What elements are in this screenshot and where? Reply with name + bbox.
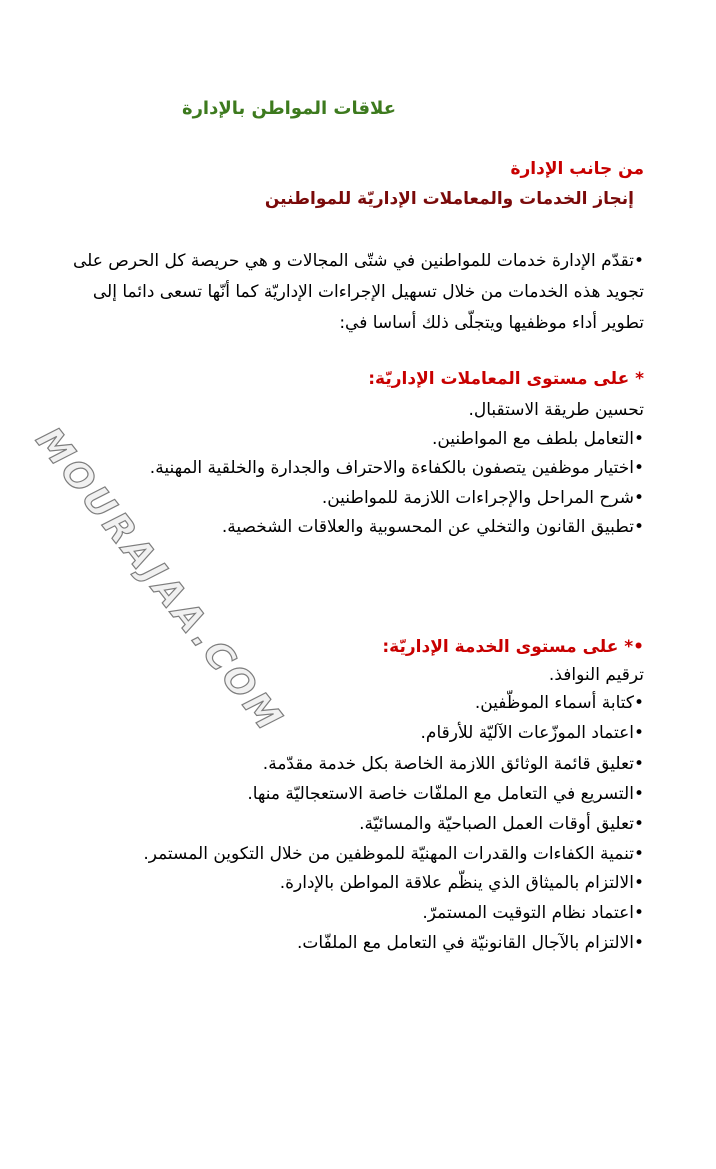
section1-heading: * على مستوى المعاملات الإداريّة: [368, 369, 644, 389]
list-item: •اعتماد نظام التوقيت المستمرّ. [422, 903, 644, 923]
page-title: علاقات المواطن بالإدارة [181, 98, 396, 119]
list-item: •اختيار موظفين يتصفون بالكفاءة والاحتراف والجدارة والخلقية المهنية. [149, 458, 644, 478]
list-item: •شرح المراحل والإجراءات اللازمة للمواطنين. [321, 488, 644, 508]
list-item: •اعتماد الموزّعات الآليّة للأرقام. [420, 723, 644, 743]
intro-line: تطوير أداء موظفيها ويتجلّى ذلك أساسا في: [339, 313, 644, 333]
intro-line: تجويد هذه الخدمات من خلال تسهيل الإجراءات الإداريّة كما أنّها تسعى دائما إلى [92, 282, 644, 302]
watermark: MOURAJAA.COM [27, 420, 292, 742]
list-item: •التعامل بلطف مع المواطنين. [431, 429, 644, 449]
sub-heading: إنجاز الخدمات والمعاملات الإداريّة للمواطنين [264, 189, 634, 209]
list-item: •تعليق قائمة الوثائق اللازمة الخاصة بكل خدمة مقدّمة. [262, 754, 644, 774]
list-item: تحسين طريقة الاستقبال. [468, 400, 644, 420]
list-item: •التسريع في التعامل مع الملفّات خاصة الاستعجاليّة منها. [247, 784, 644, 804]
list-item: •كتابة أسماء الموظّفين. [474, 693, 644, 713]
intro-line: •تقدّم الإدارة خدمات للمواطنين في شتّى المجالات و هي حريصة كل الحرص على [72, 251, 644, 271]
side-heading: من جانب الإدارة [510, 159, 644, 179]
section2-heading: •* على مستوى الخدمة الإداريّة: [382, 637, 644, 657]
list-item: •تعليق أوقات العمل الصباحيّة والمسائيّة. [359, 814, 644, 834]
list-item: •تنمية الكفاءات والقدرات المهنيّة للموظفين من خلال التكوين المستمر. [143, 844, 644, 864]
list-item: •الالتزام بالآجال القانونيّة في التعامل مع الملفّات. [296, 933, 644, 953]
list-item: ترقيم النوافذ. [548, 665, 644, 685]
list-item: •الالتزام بالميثاق الذي ينظّم علاقة المواطن بالإدارة. [279, 873, 644, 893]
list-item: •تطبيق القانون والتخلي عن المحسوبية والعلاقات الشخصية. [221, 517, 644, 537]
